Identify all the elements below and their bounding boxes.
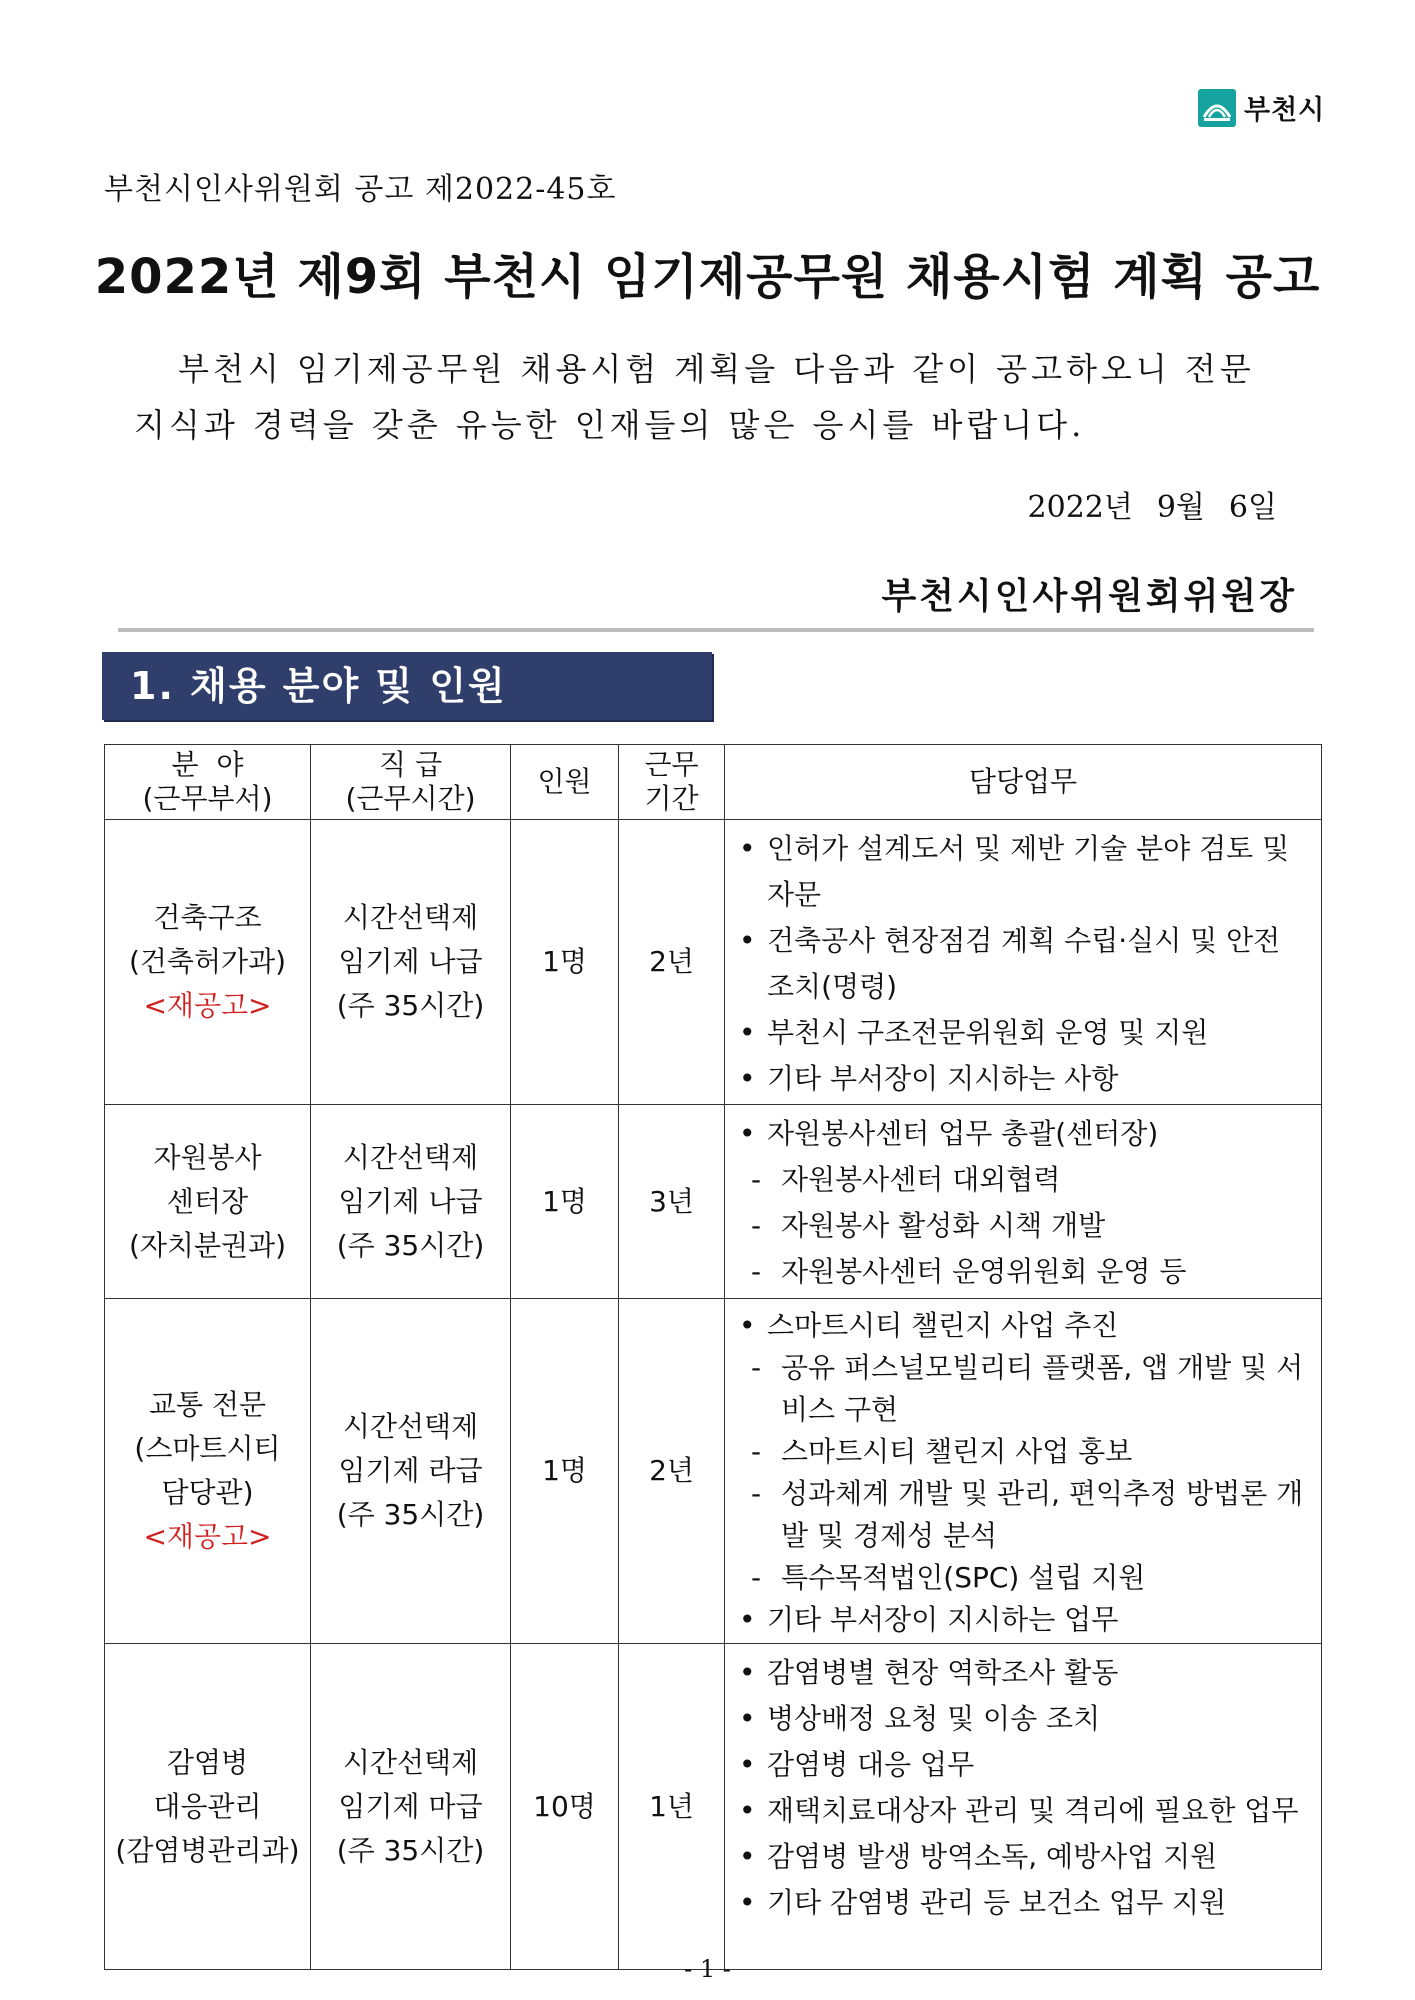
table-header-row — [105, 745, 1322, 820]
sub-item: - 특수목적법인(SPC) 설립 지원 — [751, 1561, 1146, 1594]
header-grade: 직 급 (근무시간) — [311, 745, 511, 820]
cell-count: 1명 — [511, 820, 619, 1105]
cell-field: 건축구조 (건축허가과) <재공고> — [105, 820, 311, 1105]
list-item: • 자원봉사센터 업무 총괄(센터장) — [739, 1117, 1159, 1150]
cell-grade: 시간선택제 임기제 나급 (주 35시간) — [311, 1105, 511, 1299]
sub-item: - 자원봉사센터 대외협력 — [751, 1163, 1061, 1196]
list-item: • 감염병 대응 업무 — [739, 1748, 975, 1781]
cell-period: 2년 — [619, 820, 725, 1105]
notice-number: 부천시인사위원회 공고 제2022-45호 — [104, 172, 617, 207]
logo-text: 부천시 — [1244, 95, 1326, 126]
date-month: 9월 — [1156, 490, 1205, 525]
list-item: • 건축공사 현장점검 계획 수립·실시 및 안전 조치(명령) — [739, 924, 1281, 1003]
cell-field: 교통 전문 (스마트시티 담당관) <재공고> — [105, 1299, 311, 1644]
list-item: • 감염병 발생 방역소독, 예방사업 지원 — [739, 1840, 1218, 1873]
sub-item: - 성과체계 개발 및 관리, 편익추정 방법론 개발 및 경제성 분석 — [751, 1477, 1304, 1552]
list-item: • 병상배정 요청 및 이송 조치 — [739, 1702, 1101, 1735]
cell-duties — [725, 1105, 1322, 1299]
cell-field: 감염병 대응관리 (감염병관리과) — [105, 1644, 311, 1970]
list-item: • 부천시 구조전문위원회 운영 및 지원 — [739, 1016, 1209, 1049]
divider — [118, 628, 1314, 632]
header-field: 분 야 (근무부서) — [105, 745, 311, 820]
cell-duties — [725, 1644, 1322, 1970]
signer: 부천시인사위원회위원장 — [881, 575, 1297, 617]
list-item: • 인허가 설계도서 및 제반 기술 분야 검토 및 자문 — [739, 832, 1290, 911]
date-year: 2022년 — [1027, 490, 1133, 525]
recruitment-table — [104, 744, 1322, 1970]
reannouncement-note: <재공고> — [143, 989, 272, 1022]
cell-duties — [725, 820, 1322, 1105]
section-heading-1: 1. 채용 분야 및 인원 — [102, 652, 712, 720]
cell-period: 3년 — [619, 1105, 725, 1299]
list-item: • 기타 부서장이 지시하는 사항 — [739, 1062, 1119, 1095]
intro-line-2: 지식과 경력을 갖춘 유능한 인재들의 많은 응시를 바랍니다. — [134, 406, 1086, 444]
intro-line-1: 부천시 임기제공무원 채용시험 계획을 다음과 같이 공고하오니 전문 — [178, 350, 1255, 388]
list-item: • 기타 부서장이 지시하는 업무 — [739, 1603, 1119, 1636]
sub-item: - 자원봉사센터 운영위원회 운영 등 — [751, 1255, 1187, 1288]
cell-period: 2년 — [619, 1299, 725, 1644]
table-row — [105, 1644, 1322, 1970]
list-item: • 스마트시티 챌린지 사업 추진 — [739, 1309, 1119, 1342]
cell-duties — [725, 1299, 1322, 1644]
sub-item: - 자원봉사 활성화 시책 개발 — [751, 1209, 1106, 1242]
cell-count: 10명 — [511, 1644, 619, 1970]
header-count: 인원 — [511, 745, 619, 820]
list-item: • 감염병별 현장 역학조사 활동 — [739, 1656, 1119, 1689]
bucheon-emblem-icon — [1198, 89, 1236, 127]
header-period: 근무 기간 — [619, 745, 725, 820]
cell-count: 1명 — [511, 1299, 619, 1644]
date-day: 6일 — [1228, 490, 1277, 525]
notice-date — [1028, 482, 1277, 526]
bucheon-logo — [1198, 88, 1325, 127]
sub-item: - 스마트시티 챌린지 사업 홍보 — [751, 1435, 1133, 1468]
cell-period: 1년 — [619, 1644, 725, 1970]
page-number: - 1 - — [684, 1955, 731, 1983]
cell-count: 1명 — [511, 1105, 619, 1299]
sub-item: - 공유 퍼스널모빌리티 플랫폼, 앱 개발 및 서비스 구현 — [751, 1351, 1304, 1426]
page-title: 2022년 제9회 부천시 임기제공무원 채용시험 계획 공고 — [94, 249, 1321, 305]
list-item: • 기타 감염병 관리 등 보건소 업무 지원 — [739, 1886, 1227, 1919]
cell-field: 자원봉사 센터장 (자치분권과) — [105, 1105, 311, 1299]
cell-grade: 시간선택제 임기제 마급 (주 35시간) — [311, 1644, 511, 1970]
table-row — [105, 1105, 1322, 1299]
header-duties: 담당업무 — [725, 745, 1322, 820]
table-row — [105, 820, 1322, 1105]
table-row — [105, 1299, 1322, 1644]
cell-grade: 시간선택제 임기제 라급 (주 35시간) — [311, 1299, 511, 1644]
cell-grade: 시간선택제 임기제 나급 (주 35시간) — [311, 820, 511, 1105]
list-item: • 재택치료대상자 관리 및 격리에 필요한 업무 — [739, 1794, 1299, 1827]
reannouncement-note: <재공고> — [143, 1520, 272, 1553]
